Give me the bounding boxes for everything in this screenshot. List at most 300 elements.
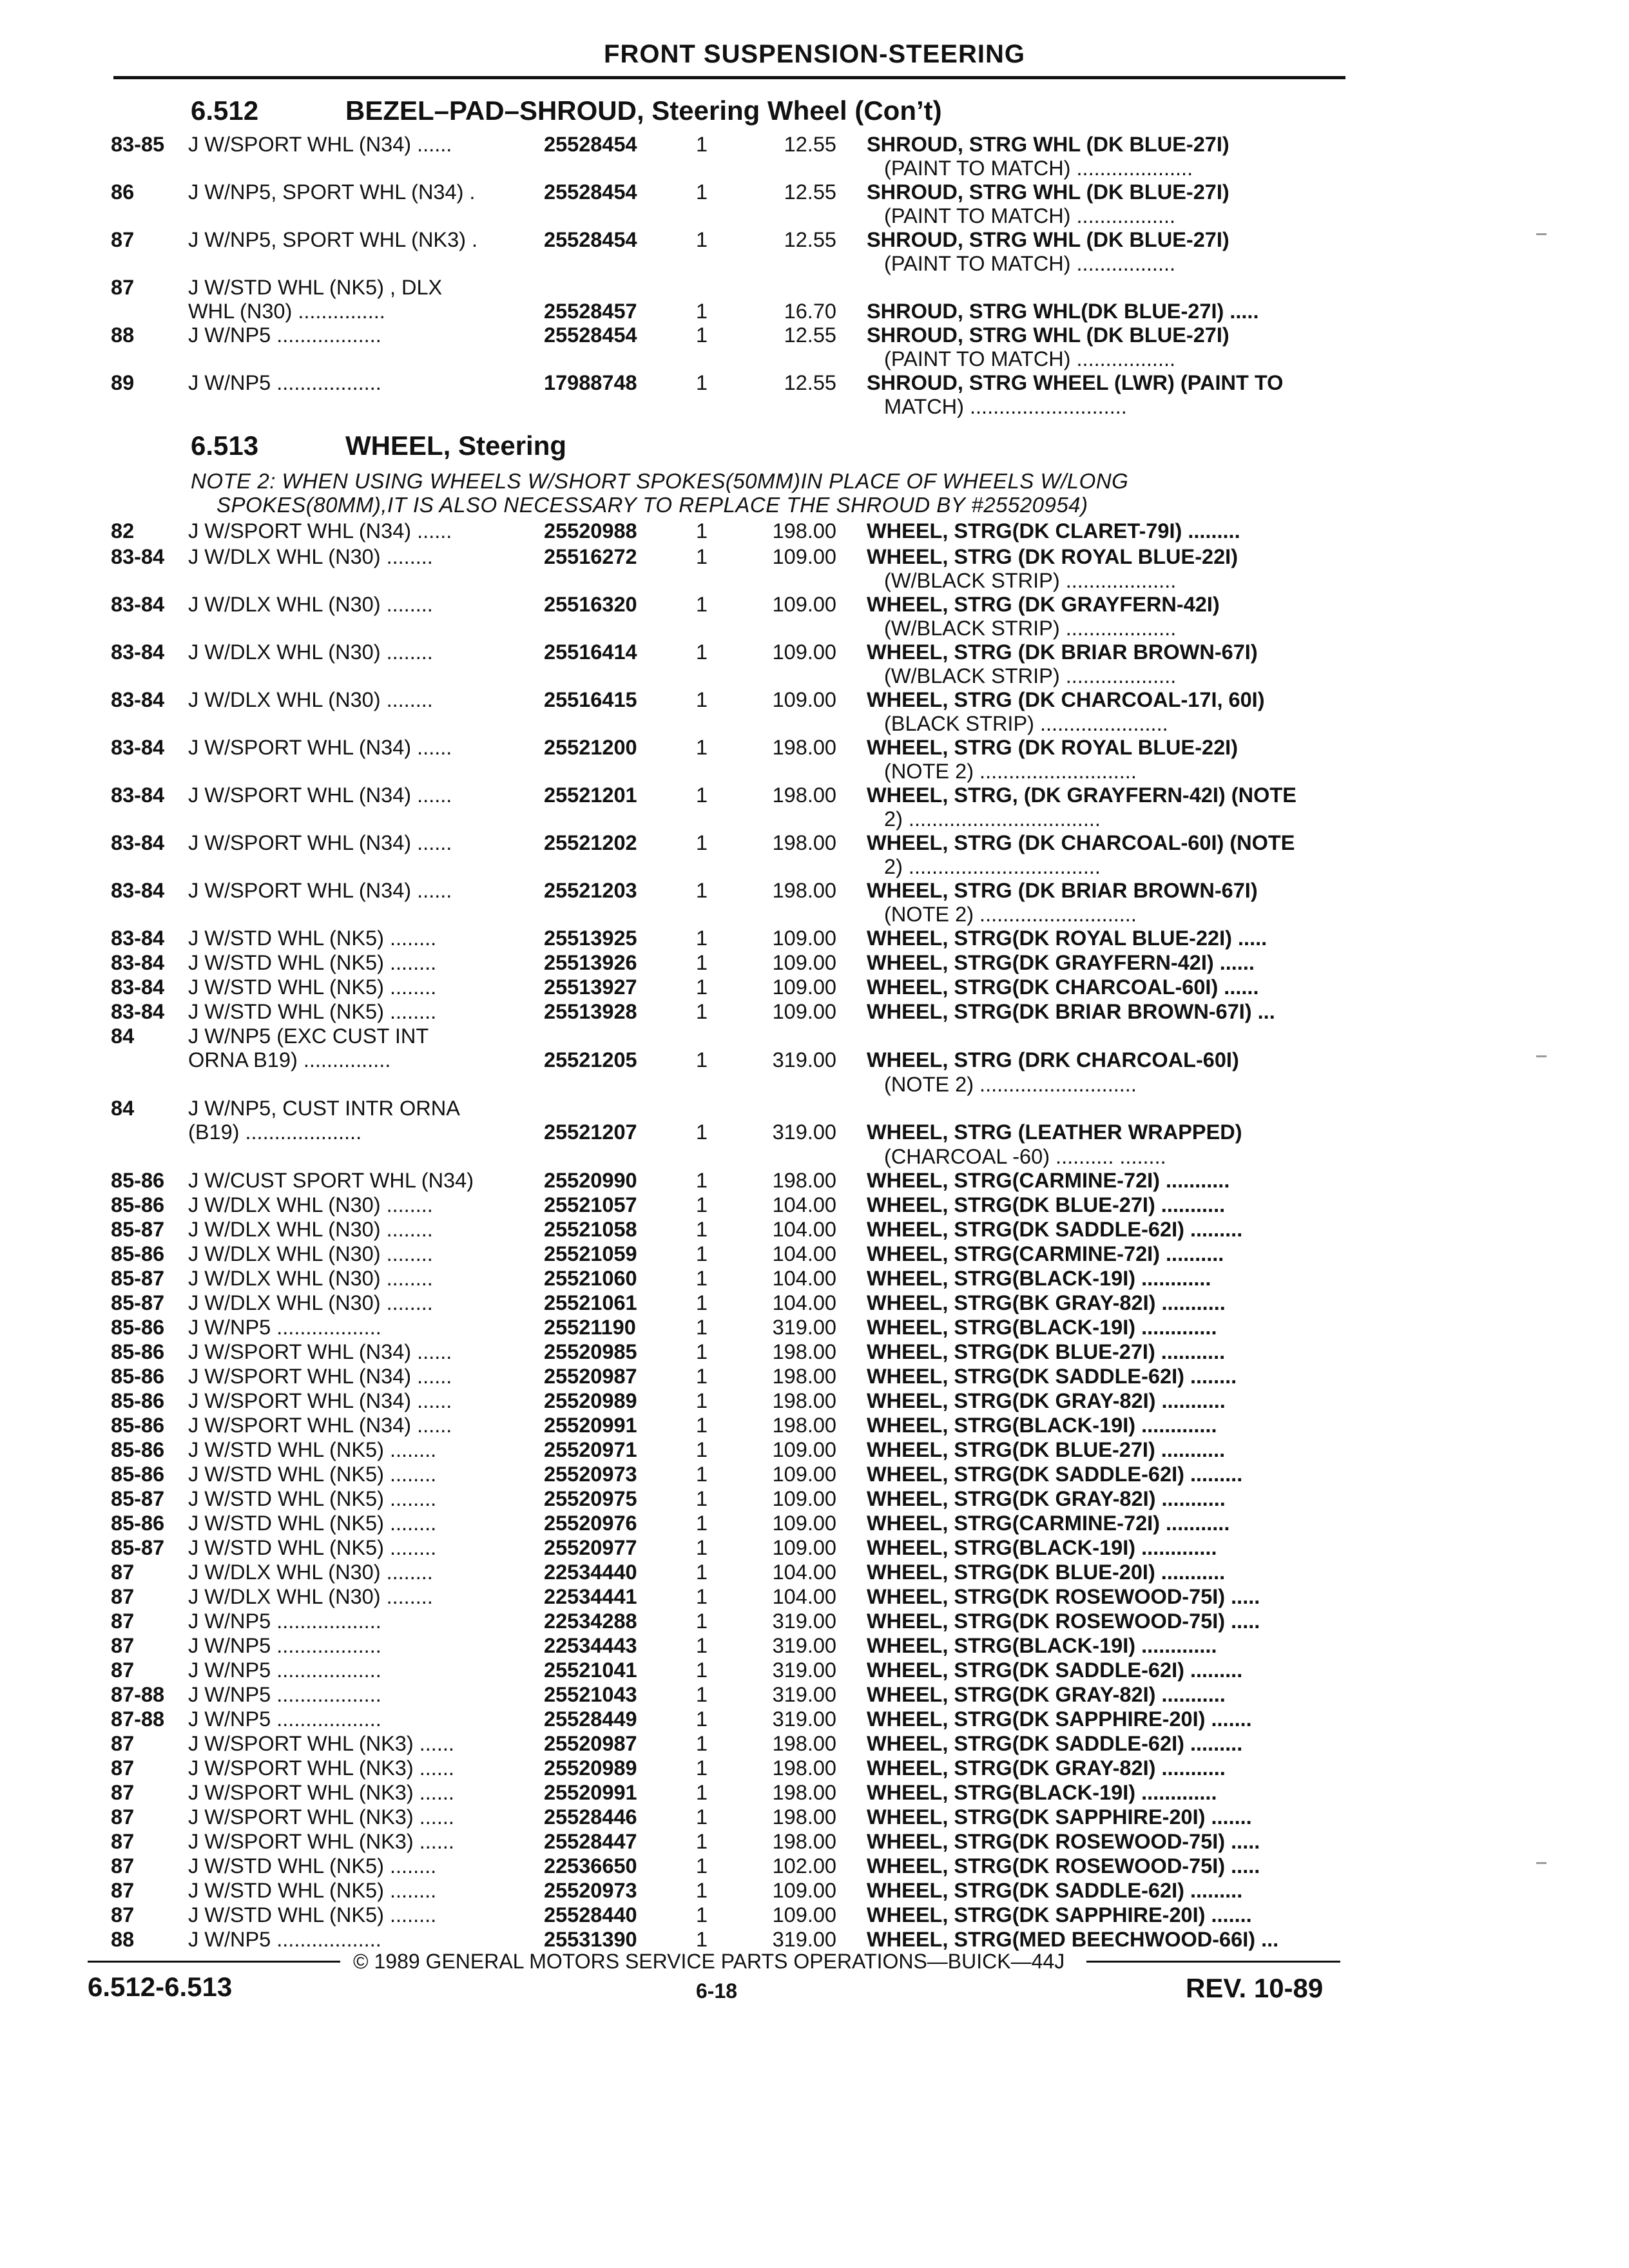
section-number: 6.512 (191, 95, 259, 126)
part-number: 25513927 (544, 975, 637, 999)
description: WHEEL, STRG (DK CHARCOAL-60I) (NOTE (867, 831, 1295, 854)
description: WHEEL, STRG(DK CHARCOAL-60I) ...... (867, 975, 1259, 999)
quantity: 1 (696, 1340, 708, 1363)
price: 109.00 (772, 545, 836, 568)
price: 198.00 (772, 1414, 836, 1437)
quantity: 1 (696, 1267, 708, 1290)
price: 319.00 (772, 1928, 836, 1951)
quantity: 1 (696, 1512, 708, 1535)
application: J W/DLX WHL (N30) ........ (188, 1561, 433, 1584)
footer-page-number: 6-18 (696, 1979, 738, 2003)
note-line-1: NOTE 2: WHEN USING WHEELS W/SHORT SPOKES(50MM)IN PLACE OF WHEELS W/LONG (191, 469, 1129, 493)
application: J W/SPORT WHL (N34) ...... (188, 831, 452, 854)
price: 198.00 (772, 879, 836, 902)
application: J W/STD WHL (NK5) ........ (188, 1463, 437, 1486)
application: J W/SPORT WHL (N34) ...... (188, 783, 452, 807)
model-year: 85-86 (111, 1193, 165, 1216)
description: WHEEL, STRG (DK BRIAR BROWN-67I) (867, 640, 1258, 664)
quantity: 1 (696, 1610, 708, 1633)
application: J W/DLX WHL (N30) ........ (188, 545, 433, 568)
quantity: 1 (696, 1169, 708, 1192)
part-number: 25521200 (544, 736, 637, 759)
model-year: 84 (111, 1097, 135, 1120)
section-number: 6.513 (191, 430, 259, 461)
part-number: 25521201 (544, 783, 637, 807)
price: 109.00 (772, 1463, 836, 1486)
part-number: 17988748 (544, 371, 637, 394)
application: J W/SPORT WHL (N34) ...... (188, 1389, 452, 1412)
price: 319.00 (772, 1610, 836, 1633)
description: SHROUD, STRG WHL(DK BLUE-27I) ..... (867, 300, 1259, 323)
quantity: 1 (696, 1463, 708, 1486)
section-title: BEZEL–PAD–SHROUD, Steering Wheel (Con’t) (345, 95, 942, 126)
description-continued: MATCH) ........................... (884, 395, 1127, 419)
price: 198.00 (772, 783, 836, 807)
model-year: 88 (111, 1928, 135, 1951)
description: SHROUD, STRG WHL (DK BLUE-27I) (867, 180, 1229, 204)
application: J W/SPORT WHL (NK3) ...... (188, 1756, 454, 1780)
description-continued: (NOTE 2) ........................... (884, 1072, 1137, 1096)
price: 12.55 (784, 228, 836, 251)
application: J W/STD WHL (NK5) ........ (188, 1438, 437, 1461)
part-number: 25520989 (544, 1756, 637, 1780)
quantity: 1 (696, 736, 708, 759)
model-year: 87 (111, 228, 135, 251)
quantity: 1 (696, 1805, 708, 1829)
part-number: 25520987 (544, 1365, 637, 1388)
description: WHEEL, STRG(DK SADDLE-62I) ......... (867, 1879, 1243, 1902)
application: J W/DLX WHL (N30) ........ (188, 1218, 433, 1241)
description: WHEEL, STRG(DK GRAY-82I) ........... (867, 1756, 1226, 1780)
model-year: 87 (111, 1585, 135, 1608)
part-number: 25521207 (544, 1120, 637, 1144)
application: J W/SPORT WHL (N34) ...... (188, 519, 452, 543)
application: J W/SPORT WHL (N34) ...... (188, 736, 452, 759)
description: SHROUD, STRG WHL (DK BLUE-27I) (867, 323, 1229, 347)
description: WHEEL, STRG(BLACK-19I) ............. (867, 1414, 1217, 1437)
part-number: 25521058 (544, 1218, 637, 1241)
model-year: 83-84 (111, 1000, 165, 1023)
model-year: 85-87 (111, 1218, 165, 1241)
part-number: 25528454 (544, 133, 637, 156)
part-number: 25520973 (544, 1879, 637, 1902)
model-year: 85-86 (111, 1512, 165, 1535)
price: 12.55 (784, 323, 836, 347)
application: J W/DLX WHL (N30) ........ (188, 640, 433, 664)
price: 198.00 (772, 1805, 836, 1829)
model-year: 87 (111, 1732, 135, 1755)
quantity: 1 (696, 228, 708, 251)
model-year: 82 (111, 519, 135, 543)
description: WHEEL, STRG(DK SADDLE-62I) ......... (867, 1732, 1243, 1755)
application: J W/NP5 .................. (188, 1316, 381, 1339)
application: J W/NP5, SPORT WHL (NK3) . (188, 228, 478, 251)
application: J W/NP5 .................. (188, 371, 381, 394)
model-year: 87 (111, 1781, 135, 1804)
description: WHEEL, STRG(DK CLARET-79I) ......... (867, 519, 1240, 543)
description: WHEEL, STRG(DK SAPPHIRE-20I) ....... (867, 1903, 1252, 1927)
model-year: 83-84 (111, 831, 165, 854)
model-year: 83-84 (111, 879, 165, 902)
price: 109.00 (772, 927, 836, 950)
part-number: 25528447 (544, 1830, 637, 1853)
quantity: 1 (696, 1487, 708, 1510)
description-continued: (PAINT TO MATCH) ................. (884, 252, 1176, 276)
part-number: 25528454 (544, 180, 637, 204)
model-year: 85-87 (111, 1536, 165, 1559)
price: 104.00 (772, 1218, 836, 1241)
price: 104.00 (772, 1193, 836, 1216)
application: J W/SPORT WHL (NK3) ...... (188, 1781, 454, 1804)
application: J W/STD WHL (NK5) ........ (188, 1512, 437, 1535)
application: J W/SPORT WHL (N34) ...... (188, 1340, 452, 1363)
model-year: 86 (111, 180, 135, 204)
price: 198.00 (772, 1365, 836, 1388)
description: WHEEL, STRG(BLACK-19I) ............ (867, 1267, 1211, 1290)
part-number: 25513928 (544, 1000, 637, 1023)
price: 109.00 (772, 1000, 836, 1023)
part-number: 22534440 (544, 1561, 637, 1584)
part-number: 22536650 (544, 1854, 637, 1878)
part-number: 25520991 (544, 1414, 637, 1437)
model-year: 83-84 (111, 545, 165, 568)
part-number: 25528454 (544, 228, 637, 251)
model-year: 87-88 (111, 1707, 165, 1731)
application: J W/NP5 .................. (188, 1658, 381, 1682)
model-year: 87 (111, 1805, 135, 1829)
description: SHROUD, STRG WHEEL (LWR) (PAINT TO (867, 371, 1284, 394)
section-title: WHEEL, Steering (345, 430, 567, 461)
part-number: 25521202 (544, 831, 637, 854)
model-year: 85-86 (111, 1169, 165, 1192)
description-continued: (CHARCOAL -60) .......... ........ (884, 1144, 1166, 1168)
model-year: 87 (111, 1756, 135, 1780)
model-year: 83-85 (111, 133, 165, 156)
model-year: 85-86 (111, 1463, 165, 1486)
price: 198.00 (772, 1732, 836, 1755)
part-number: 25520976 (544, 1512, 637, 1535)
quantity: 1 (696, 927, 708, 950)
model-year: 83-84 (111, 975, 165, 999)
application: J W/DLX WHL (N30) ........ (188, 1193, 433, 1216)
description: WHEEL, STRG(CARMINE-72I) ........... (867, 1512, 1230, 1535)
description-continued: (NOTE 2) ........................... (884, 903, 1137, 927)
price: 104.00 (772, 1242, 836, 1265)
application: J W/NP5 .................. (188, 1928, 381, 1951)
model-year: 83-84 (111, 736, 165, 759)
model-year: 88 (111, 323, 135, 347)
part-number: 25520985 (544, 1340, 637, 1363)
price: 104.00 (772, 1585, 836, 1608)
model-year: 85-87 (111, 1487, 165, 1510)
footer-rule-left (88, 1961, 340, 1963)
note-line-2: SPOKES(80MM),IT IS ALSO NECESSARY TO REPLACE THE SHROUD BY #25520954) (217, 493, 1088, 517)
description: WHEEL, STRG(DK SADDLE-62I) ......... (867, 1658, 1243, 1682)
price: 12.55 (784, 180, 836, 204)
price: 104.00 (772, 1267, 836, 1290)
application: J W/DLX WHL (N30) ........ (188, 1291, 433, 1314)
description: WHEEL, STRG(BK GRAY-82I) ........... (867, 1291, 1226, 1314)
quantity: 1 (696, 1928, 708, 1951)
quantity: 1 (696, 593, 708, 616)
description-continued: (W/BLACK STRIP) ................... (884, 664, 1177, 688)
price: 198.00 (772, 519, 836, 543)
part-number: 22534441 (544, 1585, 637, 1608)
part-number: 25520988 (544, 519, 637, 543)
description: WHEEL, STRG(DK ROSEWOOD-75I) ..... (867, 1830, 1260, 1853)
price: 109.00 (772, 975, 836, 999)
application: J W/DLX WHL (N30) ........ (188, 1242, 433, 1265)
quantity: 1 (696, 1000, 708, 1023)
model-year: 83-84 (111, 927, 165, 950)
price: 109.00 (772, 1512, 836, 1535)
part-number: 25521190 (544, 1316, 636, 1339)
application: J W/NP5 .................. (188, 1610, 381, 1633)
part-number: 25521060 (544, 1267, 637, 1290)
description: WHEEL, STRG(DK SAPPHIRE-20I) ....... (867, 1805, 1252, 1829)
model-year: 85-87 (111, 1267, 165, 1290)
footer-copyright: © 1989 GENERAL MOTORS SERVICE PARTS OPERATIONS—BUICK—44J (353, 1950, 1065, 1973)
application: J W/SPORT WHL (NK3) ...... (188, 1805, 454, 1829)
model-year: 87 (111, 1854, 135, 1878)
description: WHEEL, STRG(DK GRAYFERN-42I) ...... (867, 951, 1255, 974)
part-number: 25521205 (544, 1048, 637, 1072)
description-continued: 2) ................................. (884, 855, 1101, 879)
price: 104.00 (772, 1291, 836, 1314)
price: 319.00 (772, 1120, 836, 1144)
price: 12.55 (784, 133, 836, 156)
description: WHEEL, STRG (DK BRIAR BROWN-67I) (867, 879, 1258, 902)
description: WHEEL, STRG(DK BLUE-27I) ........... (867, 1193, 1226, 1216)
quantity: 1 (696, 640, 708, 664)
footer-rule-right (1086, 1961, 1340, 1963)
application: J W/SPORT WHL (NK3) ...... (188, 1830, 454, 1853)
application: J W/STD WHL (NK5) ........ (188, 1854, 437, 1878)
quantity: 1 (696, 1242, 708, 1265)
application: J W/STD WHL (NK5) ........ (188, 927, 437, 950)
model-year: 87 (111, 1879, 135, 1902)
description: WHEEL, STRG(BLACK-19I) ............. (867, 1634, 1217, 1657)
application: J W/SPORT WHL (N34) ...... (188, 879, 452, 902)
quantity: 1 (696, 783, 708, 807)
quantity: 1 (696, 1707, 708, 1731)
price: 319.00 (772, 1707, 836, 1731)
quantity: 1 (696, 1830, 708, 1853)
price: 198.00 (772, 1340, 836, 1363)
application: J W/NP5 .................. (188, 1683, 381, 1706)
quantity: 1 (696, 831, 708, 854)
description: WHEEL, STRG(DK SADDLE-62I) ........ (867, 1365, 1237, 1388)
part-number: 25520977 (544, 1536, 637, 1559)
description: WHEEL, STRG(BLACK-19I) ............. (867, 1536, 1217, 1559)
application: J W/SPORT WHL (NK3) ...... (188, 1732, 454, 1755)
quantity: 1 (696, 1414, 708, 1437)
description: WHEEL, STRG (DK ROYAL BLUE-22I) (867, 545, 1239, 568)
application: J W/NP5 (EXC CUST INT (188, 1024, 429, 1048)
model-year: 85-86 (111, 1389, 165, 1412)
price: 198.00 (772, 1389, 836, 1412)
description: WHEEL, STRG(DK BRIAR BROWN-67I) ... (867, 1000, 1275, 1023)
price: 109.00 (772, 640, 836, 664)
application: J W/STD WHL (NK5) ........ (188, 975, 437, 999)
quantity: 1 (696, 323, 708, 347)
description: WHEEL, STRG(DK ROSEWOOD-75I) ..... (867, 1854, 1260, 1878)
description: WHEEL, STRG(DK BLUE-27I) ........... (867, 1340, 1226, 1363)
price: 109.00 (772, 951, 836, 974)
description: WHEEL, STRG(CARMINE-72I) ........... (867, 1169, 1230, 1192)
part-number: 25513925 (544, 927, 637, 950)
application: J W/NP5, SPORT WHL (N34) . (188, 180, 476, 204)
application: J W/STD WHL (NK5) ........ (188, 1879, 437, 1902)
application: J W/SPORT WHL (N34) ...... (188, 1365, 452, 1388)
page-header: FRONT SUSPENSION-STEERING (604, 40, 1025, 68)
description: WHEEL, STRG (DK CHARCOAL-17I, 60I) (867, 688, 1265, 711)
quantity: 1 (696, 519, 708, 543)
part-number: 25516272 (544, 545, 637, 568)
application-continued: WHL (N30) ............... (188, 300, 385, 323)
quantity: 1 (696, 300, 708, 323)
description: WHEEL, STRG, (DK GRAYFERN-42I) (NOTE (867, 783, 1296, 807)
part-number: 25516320 (544, 593, 637, 616)
part-number: 25531390 (544, 1928, 637, 1951)
price: 198.00 (772, 1830, 836, 1853)
model-year: 83-84 (111, 640, 165, 664)
description: WHEEL, STRG (DK GRAYFERN-42I) (867, 593, 1220, 616)
quantity: 1 (696, 1048, 708, 1072)
margin-mark (1536, 1862, 1547, 1864)
quantity: 1 (696, 1389, 708, 1412)
application: J W/NP5 .................. (188, 1707, 381, 1731)
application: J W/STD WHL (NK5) ........ (188, 1536, 437, 1559)
part-number: 22534288 (544, 1610, 637, 1633)
part-number: 25520973 (544, 1463, 637, 1486)
part-number: 25521059 (544, 1242, 637, 1265)
price: 198.00 (772, 736, 836, 759)
description: WHEEL, STRG(MED BEECHWOOD-66I) ... (867, 1928, 1279, 1951)
part-number: 25521043 (544, 1683, 637, 1706)
model-year: 85-87 (111, 1291, 165, 1314)
application: J W/STD WHL (NK5) ........ (188, 1000, 437, 1023)
part-number: 25520975 (544, 1487, 637, 1510)
price: 319.00 (772, 1048, 836, 1072)
description-continued: (PAINT TO MATCH) ................. (884, 204, 1176, 228)
price: 198.00 (772, 831, 836, 854)
description: WHEEL, STRG (DK ROYAL BLUE-22I) (867, 736, 1239, 759)
quantity: 1 (696, 951, 708, 974)
description-continued: (W/BLACK STRIP) ................... (884, 617, 1177, 640)
part-number: 25520971 (544, 1438, 637, 1461)
quantity: 1 (696, 1732, 708, 1755)
quantity: 1 (696, 1218, 708, 1241)
quantity: 1 (696, 1120, 708, 1144)
price: 319.00 (772, 1683, 836, 1706)
quantity: 1 (696, 1634, 708, 1657)
part-number: 25520991 (544, 1781, 637, 1804)
margin-mark (1536, 233, 1547, 235)
part-number: 25521041 (544, 1658, 637, 1682)
quantity: 1 (696, 1854, 708, 1878)
application: J W/CUST SPORT WHL (N34) (188, 1169, 474, 1192)
footer-section-range: 6.512-6.513 (88, 1972, 233, 2002)
model-year: 85-86 (111, 1438, 165, 1461)
application: J W/NP5, CUST INTR ORNA (188, 1097, 460, 1120)
description: WHEEL, STRG(DK GRAY-82I) ........... (867, 1683, 1226, 1706)
quantity: 1 (696, 1365, 708, 1388)
part-number: 25516415 (544, 688, 637, 711)
description-continued: (BLACK STRIP) ...................... (884, 712, 1168, 736)
price: 319.00 (772, 1658, 836, 1682)
quantity: 1 (696, 1316, 708, 1339)
price: 109.00 (772, 593, 836, 616)
part-number: 25521061 (544, 1291, 637, 1314)
description-continued: (W/BLACK STRIP) ................... (884, 569, 1177, 593)
model-year: 83-84 (111, 593, 165, 616)
part-number: 25521203 (544, 879, 637, 902)
part-number: 25516414 (544, 640, 637, 664)
application: J W/STD WHL (NK5) ........ (188, 1903, 437, 1927)
model-year: 87 (111, 276, 135, 299)
description-continued: (PAINT TO MATCH) ................. (884, 347, 1176, 371)
application: J W/DLX WHL (N30) ........ (188, 1585, 433, 1608)
description: WHEEL, STRG(DK SAPPHIRE-20I) ....... (867, 1707, 1252, 1731)
model-year: 85-86 (111, 1242, 165, 1265)
quantity: 1 (696, 1903, 708, 1927)
quantity: 1 (696, 1879, 708, 1902)
description: WHEEL, STRG(DK BLUE-20I) ........... (867, 1561, 1226, 1584)
model-year: 85-86 (111, 1414, 165, 1437)
description: WHEEL, STRG(DK GRAY-82I) ........... (867, 1389, 1226, 1412)
application: J W/STD WHL (NK5) ........ (188, 951, 437, 974)
application: J W/DLX WHL (N30) ........ (188, 688, 433, 711)
quantity: 1 (696, 1585, 708, 1608)
quantity: 1 (696, 688, 708, 711)
application: J W/NP5 .................. (188, 1634, 381, 1657)
description: SHROUD, STRG WHL (DK BLUE-27I) (867, 133, 1229, 156)
description: WHEEL, STRG(DK ROYAL BLUE-22I) ..... (867, 927, 1268, 950)
footer-revision: REV. 10-89 (1186, 1973, 1324, 2003)
description-continued: (NOTE 2) ........................... (884, 760, 1137, 783)
model-year: 87 (111, 1634, 135, 1657)
quantity: 1 (696, 133, 708, 156)
application: J W/DLX WHL (N30) ........ (188, 593, 433, 616)
model-year: 85-86 (111, 1365, 165, 1388)
model-year: 84 (111, 1024, 135, 1048)
description: WHEEL, STRG(DK ROSEWOOD-75I) ..... (867, 1585, 1260, 1608)
model-year: 85-86 (111, 1340, 165, 1363)
description: WHEEL, STRG(DK GRAY-82I) ........... (867, 1487, 1226, 1510)
part-number: 25513926 (544, 951, 637, 974)
part-number: 25520990 (544, 1169, 637, 1192)
margin-mark (1536, 1055, 1547, 1057)
price: 104.00 (772, 1561, 836, 1584)
description: WHEEL, STRG(DK ROSEWOOD-75I) ..... (867, 1610, 1260, 1633)
quantity: 1 (696, 1536, 708, 1559)
application: J W/SPORT WHL (N34) ...... (188, 1414, 452, 1437)
model-year: 83-84 (111, 688, 165, 711)
quantity: 1 (696, 1438, 708, 1461)
description: WHEEL, STRG(DK SADDLE-62I) ......... (867, 1218, 1243, 1241)
part-number: 25528446 (544, 1805, 637, 1829)
price: 109.00 (772, 1438, 836, 1461)
application: J W/NP5 .................. (188, 323, 381, 347)
model-year: 83-84 (111, 783, 165, 807)
quantity: 1 (696, 879, 708, 902)
price: 102.00 (772, 1854, 836, 1878)
model-year: 87 (111, 1658, 135, 1682)
price: 109.00 (772, 1903, 836, 1927)
quantity: 1 (696, 1561, 708, 1584)
model-year: 89 (111, 371, 135, 394)
